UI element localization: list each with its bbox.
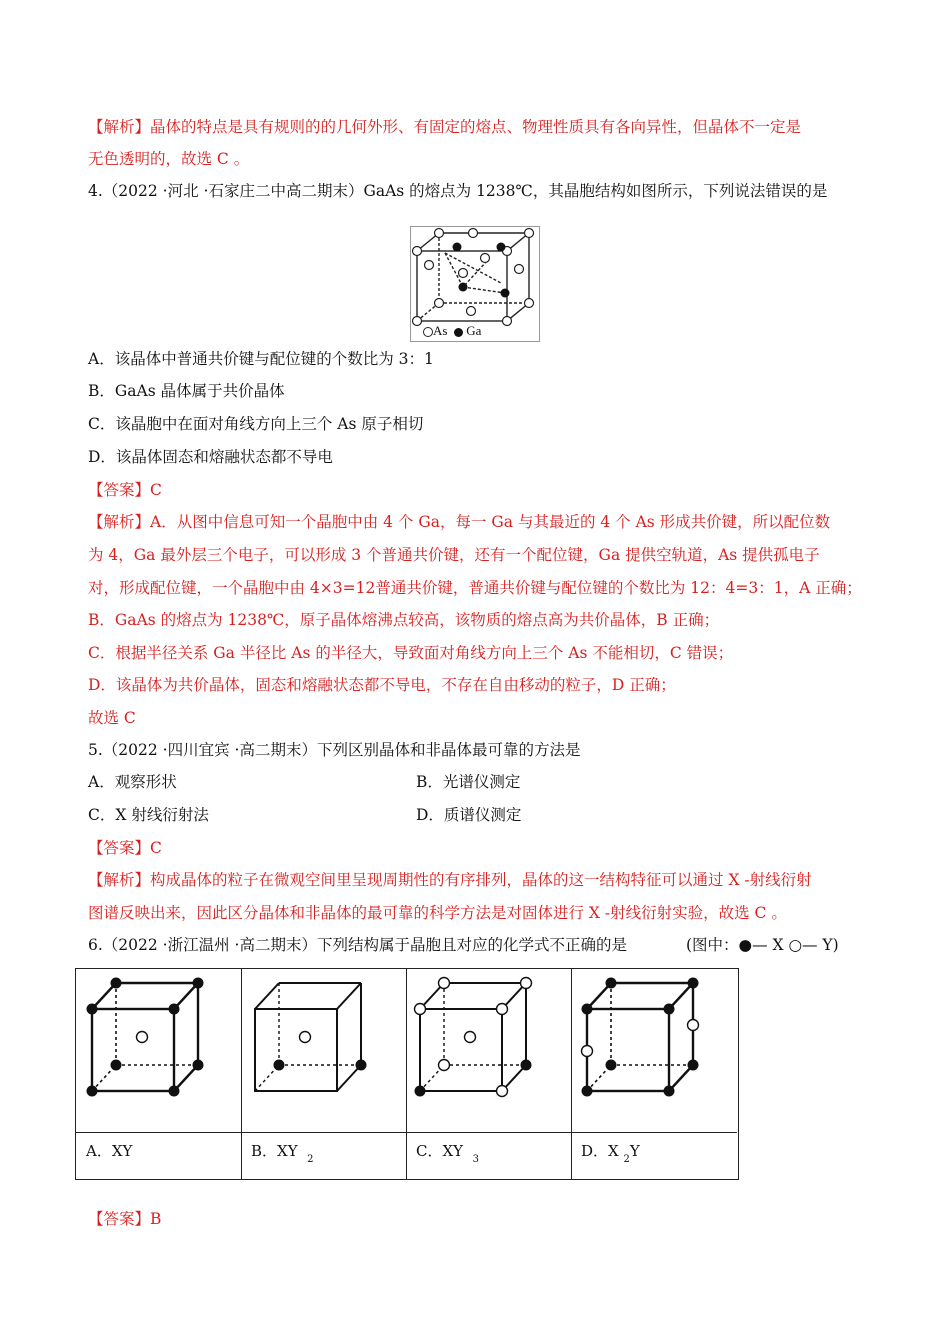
q4-analysis-line4: B．GaAs 的熔点为 1238℃，原子晶体熔沸点较高，该物质的熔点高为共价晶体，B 正确；	[88, 611, 720, 629]
q5-analysis-line2: 图谱反映出来，因此区分晶体和非晶体的最可靠的科学方法是对固体进行 X -射线衍射实验，故选 C 。	[88, 904, 787, 922]
q4-option-a: A．该晶体中普通共价键与配位键的个数比为 3：1	[88, 350, 434, 368]
q5-stem: 5.（2022 ·四川宜宾 ·高二期末）下列区别晶体和非晶体最可靠的方法是	[88, 741, 581, 759]
q3-analysis-line1: 【解析】晶体的特点是具有规则的的几何外形、有固定的熔点、物理性质具有各向异性，但晶体不一定是	[88, 118, 802, 136]
q4-option-c: C．该晶胞中在面对角线方向上三个 As 原子相切	[88, 415, 424, 433]
gaas-legend: As Ga	[423, 323, 481, 339]
open-circle-icon	[423, 327, 433, 337]
q4-stem: 4.（2022 ·河北 ·石家庄二中高二期末）GaAs 的熔点为 1238℃，其晶胞结构如图所示，下列说法错误的是	[88, 182, 828, 200]
q6-table-divider	[75, 1132, 737, 1133]
q6-answer: 【答案】B	[88, 1210, 162, 1228]
q4-analysis-line7: 故选 C	[88, 709, 136, 727]
q4-answer: 【答案】C	[88, 481, 162, 499]
crystal-cell-d-diagram	[571, 969, 738, 1133]
q6-legend: (图中：●— X ○— Y)	[686, 936, 839, 954]
filled-circle-icon	[454, 328, 463, 337]
q5-analysis-line1: 【解析】构成晶体的粒子在微观空间里呈现周期性的有序排列，晶体的这一结构特征可以通过 X -射线衍射	[88, 871, 812, 889]
q4-option-d: D．该晶体固态和熔融状态都不导电	[88, 448, 333, 466]
crystal-cell-a-diagram	[76, 969, 241, 1133]
q4-analysis-line5: C．根据半径关系 Ga 半径比 As 的半径大，导致面对角线方向上三个 As 不能相切，C 错误；	[88, 644, 734, 662]
q3-analysis-line2: 无色透明的，故选 C 。	[88, 150, 250, 168]
q6-caption-d: D．X $_2$Y	[581, 1142, 640, 1165]
q6-caption-b: B．XY $_2$	[251, 1142, 314, 1165]
q6-caption-a: A．XY	[86, 1142, 133, 1160]
q6-caption-c: C．XY $_3$	[416, 1142, 479, 1165]
q5-option-c: C．X 射线衍射法	[88, 806, 209, 824]
q5-option-d: D．质谱仪测定	[416, 806, 522, 824]
q4-analysis-line6: D．该晶体为共价晶体，固态和熔融状态都不导电，不存在自由移动的粒子，D 正确；	[88, 676, 676, 694]
analysis-tag: 【解析】	[88, 118, 151, 136]
q4-analysis-line3: 对，形成配位键，一个晶胞中由 4×3=12普通共价键，普通共价键与配位键的个数比为 12：4=3：1，A 正确；	[88, 579, 862, 597]
q5-option-a: A．观察形状	[88, 773, 177, 791]
crystal-cell-c-diagram	[406, 969, 571, 1133]
q4-analysis-line1: 【解析】A．从图中信息可知一个晶胞中由 4 个 Ga，每一 Ga 与其最近的 4 个 As 形成共价键，所以配位数	[88, 513, 831, 531]
gaas-unit-cell-figure	[410, 226, 540, 342]
q4-analysis-line2: 为 4，Ga 最外层三个电子，可以形成 3 个普通共价键，还有一个配位键，Ga 提供空轨道，As 提供孤电子	[88, 546, 820, 564]
q5-option-b: B．光谱仪测定	[416, 773, 521, 791]
q6-stem: 6.（2022 ·浙江温州 ·高二期末）下列结构属于晶胞且对应的化学式不正确的是	[88, 936, 627, 954]
q5-answer: 【答案】C	[88, 839, 162, 857]
q4-option-b: B．GaAs 晶体属于共价晶体	[88, 382, 285, 400]
crystal-cell-b-diagram	[241, 969, 406, 1133]
